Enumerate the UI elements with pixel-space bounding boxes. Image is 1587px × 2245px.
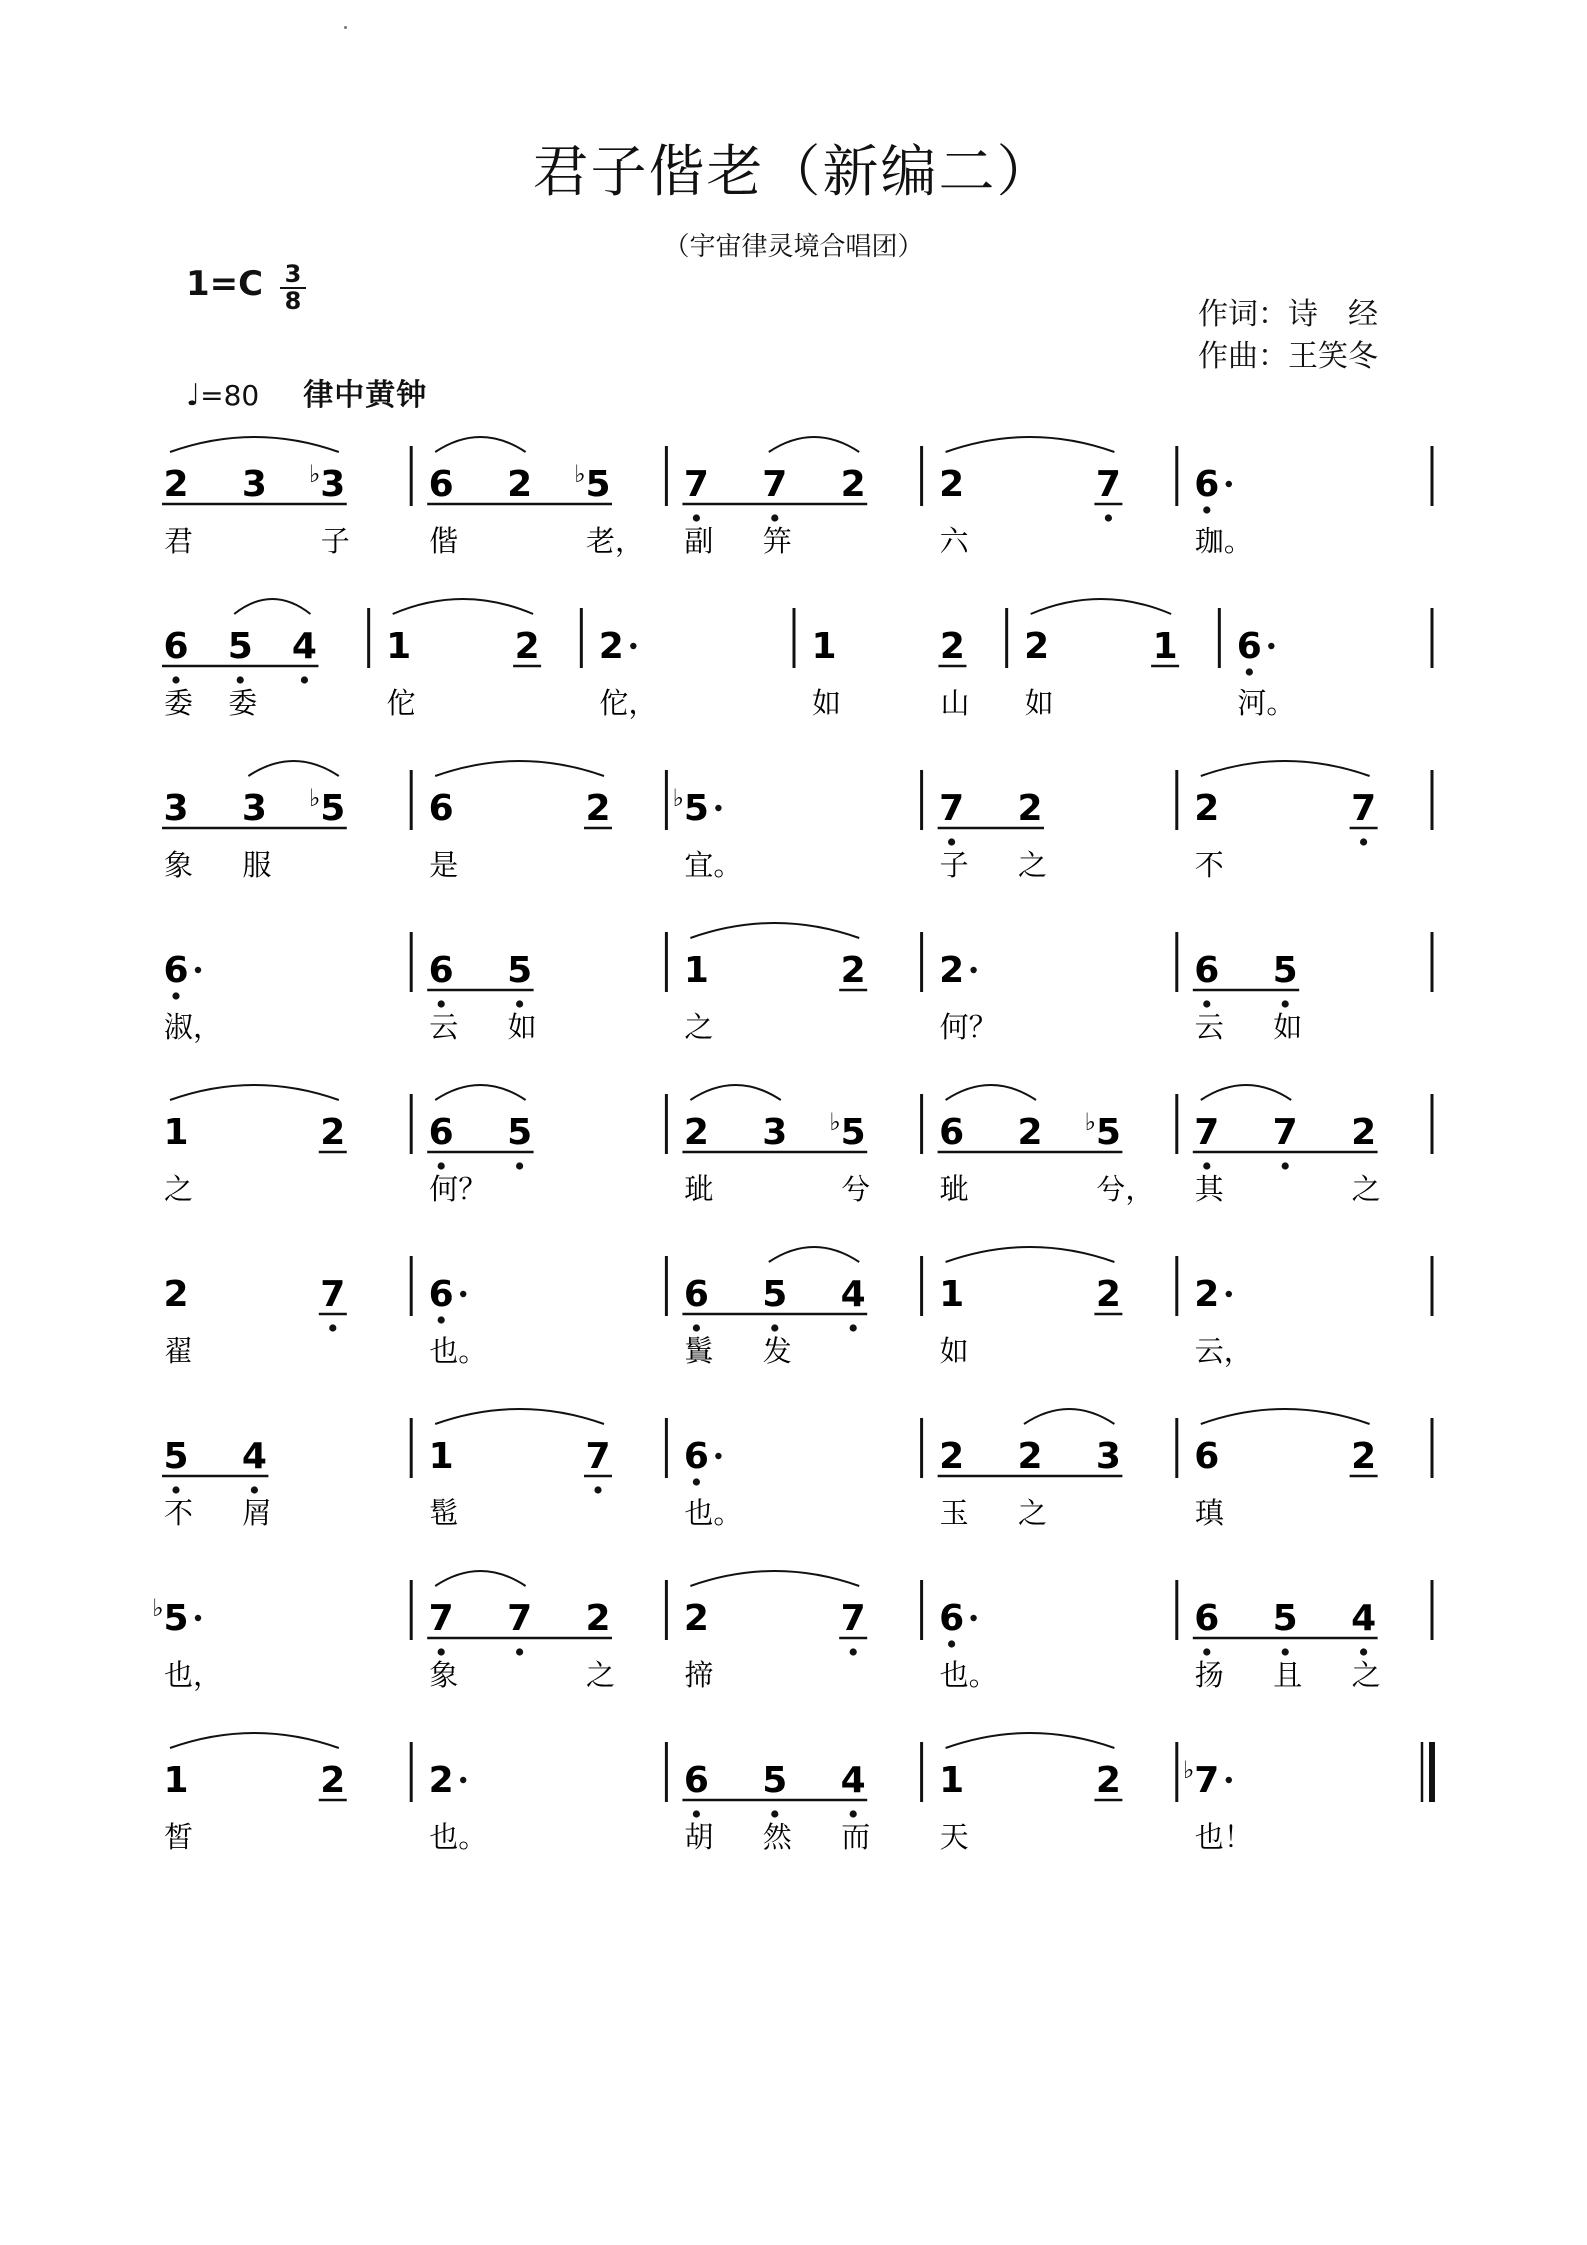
- note-digit: 5: [507, 950, 533, 991]
- note-digit: 7: [840, 1598, 866, 1639]
- lyric: 佗，: [599, 686, 658, 720]
- lyric: 玼: [939, 1172, 969, 1206]
- note-digit: 2: [840, 950, 866, 991]
- duration-dot: [715, 1453, 721, 1459]
- lyric: 象: [164, 848, 194, 882]
- slur: [946, 1085, 1036, 1100]
- note-digit: 7: [1194, 1112, 1220, 1153]
- flat-accidental: ♭: [309, 784, 321, 812]
- octave-dot: [438, 1162, 445, 1169]
- note-digit: 2: [163, 464, 189, 505]
- octave-dot: [693, 514, 700, 521]
- lyric: 佗: [386, 686, 416, 720]
- flat-accidental: ♭: [672, 784, 685, 812]
- note-digit: 2: [840, 464, 866, 505]
- note-digit: 6: [1194, 464, 1220, 505]
- lyric: 之: [1018, 1496, 1048, 1530]
- slur: [170, 1733, 339, 1748]
- octave-dot: [301, 676, 308, 683]
- note-digit: 7: [683, 464, 709, 505]
- note-digit: 2: [1351, 1436, 1377, 1477]
- note-digit: 2: [514, 626, 540, 667]
- slur: [1031, 599, 1171, 614]
- note-digit: 2: [939, 950, 965, 991]
- note-digit: 2: [1017, 788, 1043, 829]
- note-digit: 5: [1272, 1598, 1298, 1639]
- octave-dot: [693, 1810, 700, 1817]
- lyric: 也。: [429, 1334, 488, 1368]
- flat-accidental: ♭: [1084, 1108, 1097, 1136]
- lyric: 如: [507, 1010, 537, 1044]
- lyric: 何？: [939, 1010, 998, 1044]
- lyric: 之: [1018, 848, 1048, 882]
- octave-dot: [771, 1810, 778, 1817]
- lyricist-credit: 作词：诗 经: [1198, 297, 1378, 332]
- tempo-value: =80: [200, 379, 260, 412]
- duration-dot: [1226, 1777, 1232, 1783]
- slur: [1201, 761, 1370, 776]
- note-digit: 1: [1152, 626, 1178, 667]
- octave-dot: [1203, 1000, 1210, 1007]
- octave-dot: [1203, 1162, 1210, 1169]
- lyric: 宜。: [684, 848, 743, 882]
- lyric: 笄: [762, 524, 792, 558]
- note-digit: 5: [507, 1112, 533, 1153]
- note-digit: 2: [585, 1598, 611, 1639]
- octave-dot: [1282, 1648, 1289, 1655]
- lyric: 之: [586, 1658, 616, 1692]
- composer-credit: 作曲：王笑冬: [1198, 339, 1378, 374]
- flat-accidental: ♭: [309, 460, 321, 488]
- slur: [435, 761, 604, 776]
- note-digit: 1: [939, 1760, 965, 1801]
- octave-dot: [1203, 1648, 1210, 1655]
- lyric: 淑，: [164, 1010, 223, 1044]
- lyric: 如: [1024, 686, 1054, 720]
- lyric: 六: [939, 524, 969, 558]
- note-digit: 1: [811, 626, 837, 667]
- octave-dot: [251, 1486, 258, 1493]
- note-digit: 5: [1272, 950, 1298, 991]
- octave-dot: [172, 1486, 179, 1493]
- octave-dot: [693, 1324, 700, 1331]
- lyric: 山: [940, 686, 970, 720]
- slur: [690, 923, 859, 938]
- note-digit: 6: [428, 950, 454, 991]
- lyric: 不: [164, 1496, 194, 1530]
- tempo-mode: 律中黄钟: [303, 378, 428, 413]
- note-digit: 1: [939, 1274, 965, 1315]
- octave-dot: [1360, 1648, 1367, 1655]
- lyric: 何？: [429, 1172, 488, 1206]
- note-digit: 2: [1017, 1436, 1043, 1477]
- note-digit: 5: [227, 626, 253, 667]
- octave-dot: [1282, 1162, 1289, 1169]
- lyric: 玉: [939, 1496, 969, 1530]
- duration-dot: [970, 967, 976, 973]
- duration-dot: [1226, 1291, 1232, 1297]
- note-digit: 6: [1194, 950, 1220, 991]
- lyric: 其: [1194, 1172, 1224, 1206]
- flat-accidental: ♭: [574, 460, 586, 488]
- slur: [946, 437, 1115, 452]
- duration-dot: [1226, 481, 1232, 487]
- octave-dot: [850, 1810, 857, 1817]
- note-digit: 5: [320, 788, 346, 829]
- note-digit: 2: [1194, 788, 1220, 829]
- slur: [1201, 1409, 1370, 1424]
- slur: [170, 437, 339, 452]
- lyric: 如: [812, 686, 842, 720]
- note-digit: 2: [683, 1112, 709, 1153]
- lyric: 之: [164, 1172, 194, 1206]
- slur: [690, 1571, 859, 1586]
- lyric: 也！: [1194, 1820, 1253, 1854]
- note-digit: 2: [683, 1598, 709, 1639]
- slur: [435, 1409, 604, 1424]
- lyric: 象: [429, 1658, 459, 1692]
- note-digit: 1: [386, 626, 412, 667]
- note-digit: 5: [683, 788, 709, 829]
- note-digit: 2: [939, 626, 965, 667]
- octave-dot: [948, 838, 955, 845]
- note-digit: 2: [1351, 1112, 1377, 1153]
- note-digit: 6: [1236, 626, 1262, 667]
- slur: [769, 437, 859, 452]
- lyric: 子: [939, 848, 969, 882]
- slur: [393, 599, 533, 614]
- slur: [435, 1571, 525, 1586]
- lyric: 且: [1273, 1658, 1303, 1692]
- note-digit: 7: [320, 1274, 346, 1315]
- lyric: 河。: [1237, 686, 1296, 720]
- octave-dot: [438, 1316, 445, 1323]
- lyric: 偕: [429, 524, 459, 558]
- note-digit: 2: [320, 1760, 346, 1801]
- note-digit: 2: [428, 1760, 454, 1801]
- lyric: 子: [320, 524, 350, 558]
- octave-dot: [771, 1324, 778, 1331]
- lyric: 副: [684, 524, 714, 558]
- song-subtitle: （宇宙律灵境合唱团）: [663, 232, 924, 262]
- note-digit: 1: [683, 950, 709, 991]
- octave-dot: [516, 1000, 523, 1007]
- note-digit: 2: [163, 1274, 189, 1315]
- duration-dot: [630, 643, 636, 649]
- lyric: 兮: [841, 1172, 871, 1206]
- note-digit: 3: [163, 788, 189, 829]
- note-digit: 4: [291, 626, 317, 667]
- octave-dot: [172, 676, 179, 683]
- octave-dot: [438, 1000, 445, 1007]
- lyric: 鬒: [684, 1334, 714, 1368]
- lyric: 委: [164, 686, 194, 720]
- note-digit: 6: [428, 788, 454, 829]
- lyric: 珈。: [1194, 524, 1253, 558]
- note-digit: 5: [585, 464, 611, 505]
- note-digit: 6: [683, 1760, 709, 1801]
- lyric: 是: [429, 848, 459, 882]
- octave-dot: [172, 992, 179, 999]
- song-title: 君子偕老（新编二）: [532, 140, 1055, 205]
- note-digit: 6: [163, 950, 189, 991]
- octave-dot: [850, 1324, 857, 1331]
- quarter-note-icon: ♩: [186, 378, 201, 413]
- note-digit: 7: [1194, 1760, 1220, 1801]
- note-digit: 4: [1351, 1598, 1377, 1639]
- note-digit: 7: [428, 1598, 454, 1639]
- note-digit: 4: [840, 1760, 866, 1801]
- time-denominator: 8: [284, 287, 302, 315]
- note-digit: 7: [585, 1436, 611, 1477]
- note-digit: 2: [1095, 1760, 1121, 1801]
- lyric: 也。: [684, 1496, 743, 1530]
- lyric: 而: [841, 1820, 871, 1854]
- octave-dot: [1360, 838, 1367, 845]
- octave-dot: [1203, 506, 1210, 513]
- note-digit: 3: [320, 464, 346, 505]
- slur: [435, 1085, 525, 1100]
- slur: [946, 1247, 1115, 1262]
- lyric: 天: [939, 1820, 969, 1854]
- note-digit: 1: [428, 1436, 454, 1477]
- lyric: 翟: [164, 1334, 194, 1368]
- slur: [1201, 1085, 1291, 1100]
- octave-dot: [237, 676, 244, 683]
- note-digit: 5: [762, 1274, 788, 1315]
- slur: [248, 761, 338, 776]
- lyric: 之: [684, 1010, 714, 1044]
- octave-dot: [1105, 514, 1112, 521]
- slur: [769, 1247, 859, 1262]
- lyric: 如: [939, 1334, 969, 1368]
- note-digit: 3: [1095, 1436, 1121, 1477]
- lyric: 之: [1351, 1658, 1381, 1692]
- octave-dot: [1282, 1000, 1289, 1007]
- note-digit: 4: [840, 1274, 866, 1315]
- duration-dot: [970, 1615, 976, 1621]
- note-digit: 2: [1095, 1274, 1121, 1315]
- lyric: 扬: [1194, 1658, 1224, 1692]
- octave-dot: [693, 1478, 700, 1485]
- lyric: 也。: [939, 1658, 998, 1692]
- note-digit: 5: [163, 1598, 189, 1639]
- octave-dot: [516, 1648, 523, 1655]
- note-digit: 2: [1024, 626, 1050, 667]
- note-digit: 3: [241, 788, 267, 829]
- time-numerator: 3: [280, 262, 306, 289]
- note-digit: 5: [1095, 1112, 1121, 1153]
- note-digit: 7: [507, 1598, 533, 1639]
- note-digit: 6: [683, 1436, 709, 1477]
- lyric: 胡: [684, 1820, 714, 1854]
- note-digit: 2: [598, 626, 624, 667]
- note-digit: 7: [1272, 1112, 1298, 1153]
- lyric: 皙: [164, 1820, 194, 1854]
- lyric: 服: [242, 848, 272, 882]
- lyric: 然: [762, 1820, 792, 1854]
- slur: [690, 1085, 780, 1100]
- note-digit: 2: [939, 464, 965, 505]
- note-digit: 6: [428, 1112, 454, 1153]
- note-digit: 2: [939, 1436, 965, 1477]
- duration-dot: [460, 1291, 466, 1297]
- note-digit: 3: [241, 464, 267, 505]
- lyric: 如: [1273, 1010, 1303, 1044]
- lyric: 揥: [684, 1658, 714, 1692]
- note-digit: 2: [1017, 1112, 1043, 1153]
- note-digit: 2: [507, 464, 533, 505]
- note-digit: 7: [939, 788, 965, 829]
- lyric: 委: [228, 686, 258, 720]
- note-digit: 7: [1351, 788, 1377, 829]
- slur: [1024, 1409, 1114, 1424]
- duration-dot: [195, 1615, 201, 1621]
- note-digit: 6: [683, 1274, 709, 1315]
- lyric: 云: [429, 1010, 459, 1044]
- note-digit: 7: [762, 464, 788, 505]
- lyric: 髢: [429, 1496, 459, 1530]
- octave-dot: [329, 1324, 336, 1331]
- lyric: 君: [164, 524, 194, 558]
- lyric: 之: [1351, 1172, 1381, 1206]
- octave-dot: [1246, 668, 1253, 675]
- flat-accidental: ♭: [1183, 1756, 1195, 1784]
- lyric: 玼: [684, 1172, 714, 1206]
- note-digit: 6: [428, 1274, 454, 1315]
- slur: [435, 437, 525, 452]
- lyric: 云，: [1194, 1334, 1253, 1368]
- note-digit: 3: [762, 1112, 788, 1153]
- lyric: 不: [1194, 848, 1224, 882]
- lyric: 也。: [429, 1820, 488, 1854]
- octave-dot: [850, 1648, 857, 1655]
- lyric: 瑱: [1194, 1496, 1224, 1530]
- note-digit: 6: [939, 1112, 965, 1153]
- note-digit: 4: [241, 1436, 267, 1477]
- note-digit: 6: [1194, 1436, 1220, 1477]
- duration-dot: [1268, 643, 1274, 649]
- note-digit: 1: [163, 1760, 189, 1801]
- note-digit: 6: [163, 626, 189, 667]
- octave-dot: [516, 1162, 523, 1169]
- lyric: 也，: [164, 1658, 223, 1692]
- octave-dot: [594, 1486, 601, 1493]
- note-digit: 1: [163, 1112, 189, 1153]
- note-digit: 7: [1095, 464, 1121, 505]
- note-digit: 6: [939, 1598, 965, 1639]
- octave-dot: [438, 1648, 445, 1655]
- octave-dot: [948, 1640, 955, 1647]
- lyric: 云: [1194, 1010, 1224, 1044]
- note-digit: 2: [320, 1112, 346, 1153]
- note-digit: 5: [762, 1760, 788, 1801]
- note-digit: 5: [840, 1112, 866, 1153]
- lyric: 兮，: [1096, 1172, 1155, 1206]
- duration-dot: [195, 967, 201, 973]
- duration-dot: [715, 805, 721, 811]
- note-digit: 6: [1194, 1598, 1220, 1639]
- note-digit: 5: [163, 1436, 189, 1477]
- slur: [234, 599, 310, 614]
- flat-accidental: ♭: [829, 1108, 841, 1136]
- slur: [946, 1733, 1115, 1748]
- slur: [170, 1085, 339, 1100]
- duration-dot: [460, 1777, 466, 1783]
- octave-dot: [771, 514, 778, 521]
- flat-accidental: ♭: [152, 1594, 164, 1622]
- lyric: 老，: [586, 524, 645, 558]
- note-digit: 2: [1194, 1274, 1220, 1315]
- key-signature: 1=C: [186, 264, 264, 304]
- lyric: 发: [762, 1334, 792, 1368]
- note-digit: 6: [428, 464, 454, 505]
- note-digit: 2: [585, 788, 611, 829]
- lyric: 屑: [242, 1496, 272, 1530]
